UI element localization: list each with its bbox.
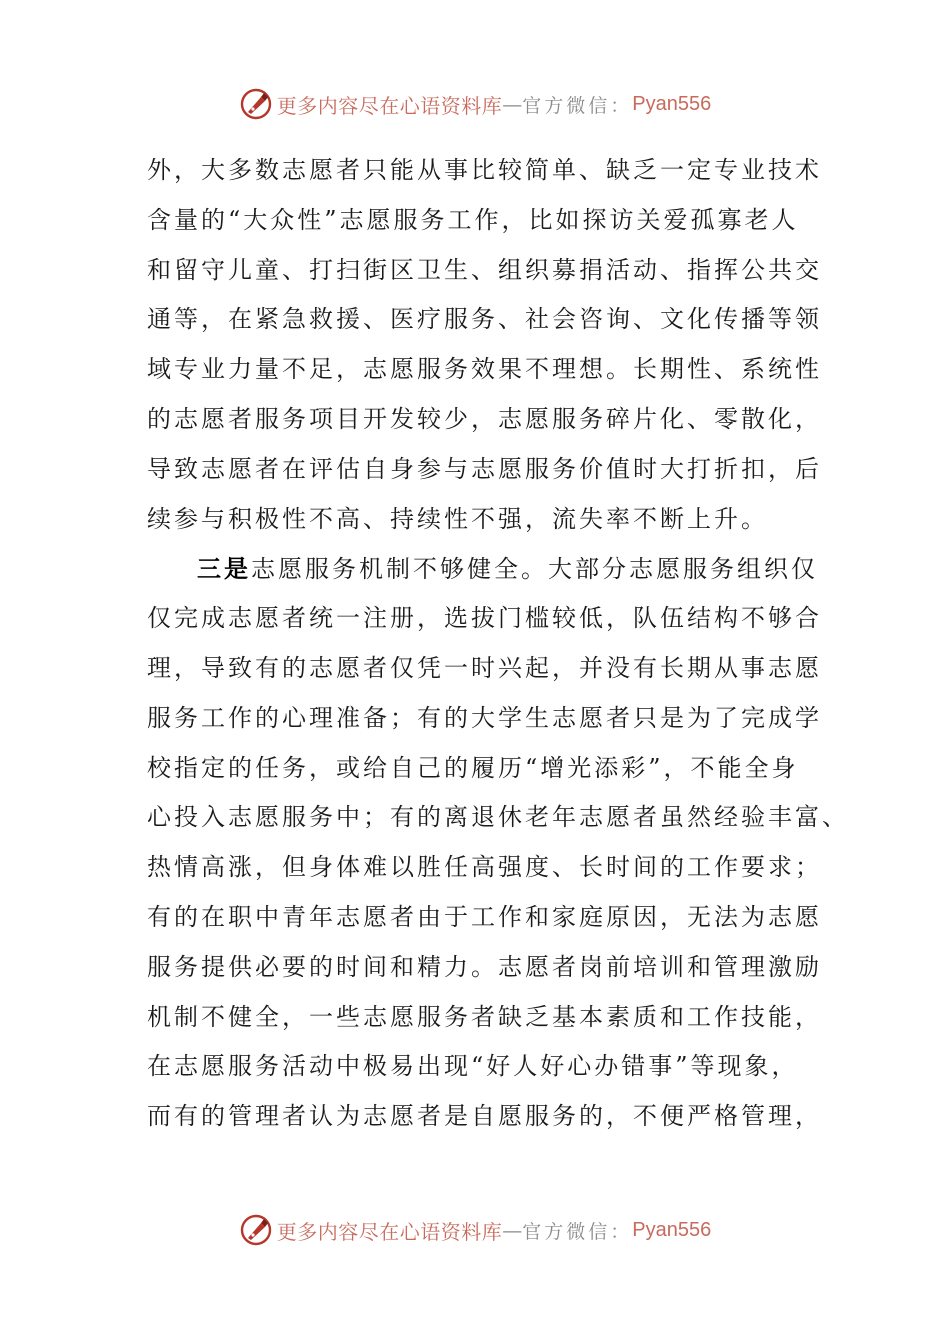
footer-banner <box>0 1210 950 1250</box>
text-line: 机制不健全，一些志愿服务者缺乏基本素质和工作技能， <box>147 1002 822 1031</box>
text-line: 导致志愿者在评估自身参与志愿服务价值时大打折扣，后 <box>147 454 822 483</box>
text-line: 校指定的任务，或给自己的履历“增光添彩”，不能全身 <box>147 753 799 782</box>
text-line: 有的在职中青年志愿者由于工作和家庭原因，无法为志愿 <box>147 902 822 931</box>
header-banner <box>0 84 950 124</box>
text-line: 心投入志愿服务中；有的离退休老年志愿者虽然经验丰富、 <box>147 803 849 832</box>
document-body <box>147 146 849 1142</box>
text-line: 含量的“大众性”志愿服务工作，比如探访关爱孤寡老人 <box>147 205 799 234</box>
pen-nib-logo-icon <box>239 1213 273 1247</box>
text-line: 服务工作的心理准备；有的大学生志愿者只是为了完成学 <box>147 703 822 732</box>
text-line: 在志愿服务活动中极易出现“好人好心办错事”等现象， <box>147 1052 799 1081</box>
paragraph-first-line <box>147 544 818 594</box>
paragraph-first-rest: 志愿服务机制不够健全。大部分志愿服务组织仅 <box>251 555 818 584</box>
paragraph-lead-bold: 三是 <box>197 554 251 584</box>
text-line: 和留守儿童、打扫街区卫生、组织募捐活动、指挥公共交 <box>147 255 822 284</box>
text-line: 外，大多数志愿者只能从事比较简单、缺乏一定专业技术 <box>147 156 822 184</box>
banner-slogan: 更多内容尽在心语资料库 <box>276 93 503 118</box>
banner-wechat-label: 官方微信： <box>522 94 633 117</box>
banner-dash: — <box>502 1218 523 1242</box>
text-line: 热情高涨，但身体难以胜任高强度、长时间的工作要求； <box>147 853 822 882</box>
pen-nib-logo-icon <box>239 87 273 121</box>
text-line: 仅完成志愿者统一注册，选拔门槛较低，队伍结构不够合 <box>147 604 822 633</box>
banner-wechat-id: Pyan556 <box>632 1218 712 1241</box>
banner-wechat-label: 官方微信： <box>522 1220 633 1243</box>
text-line: 通等，在紧急救援、医疗服务、社会咨询、文化传播等领 <box>147 305 822 334</box>
text-line: 理，导致有的志愿者仅凭一时兴起，并没有长期从事志愿 <box>147 653 822 682</box>
text-line: 服务提供必要的时间和精力。志愿者岗前培训和管理激励 <box>147 952 822 981</box>
text-line: 续参与积极性不高、持续性不强，流失率不断上升。 <box>147 504 768 533</box>
banner-wechat-id: Pyan556 <box>632 92 712 115</box>
banner-slogan: 更多内容尽在心语资料库 <box>276 1219 503 1244</box>
text-line: 而有的管理者认为志愿者是自愿服务的，不便严格管理， <box>147 1102 822 1131</box>
text-line: 的志愿者服务项目开发较少，志愿服务碎片化、零散化， <box>147 404 822 433</box>
banner-dash: — <box>502 92 523 116</box>
text-line: 域专业力量不足，志愿服务效果不理想。长期性、系统性 <box>147 355 822 384</box>
